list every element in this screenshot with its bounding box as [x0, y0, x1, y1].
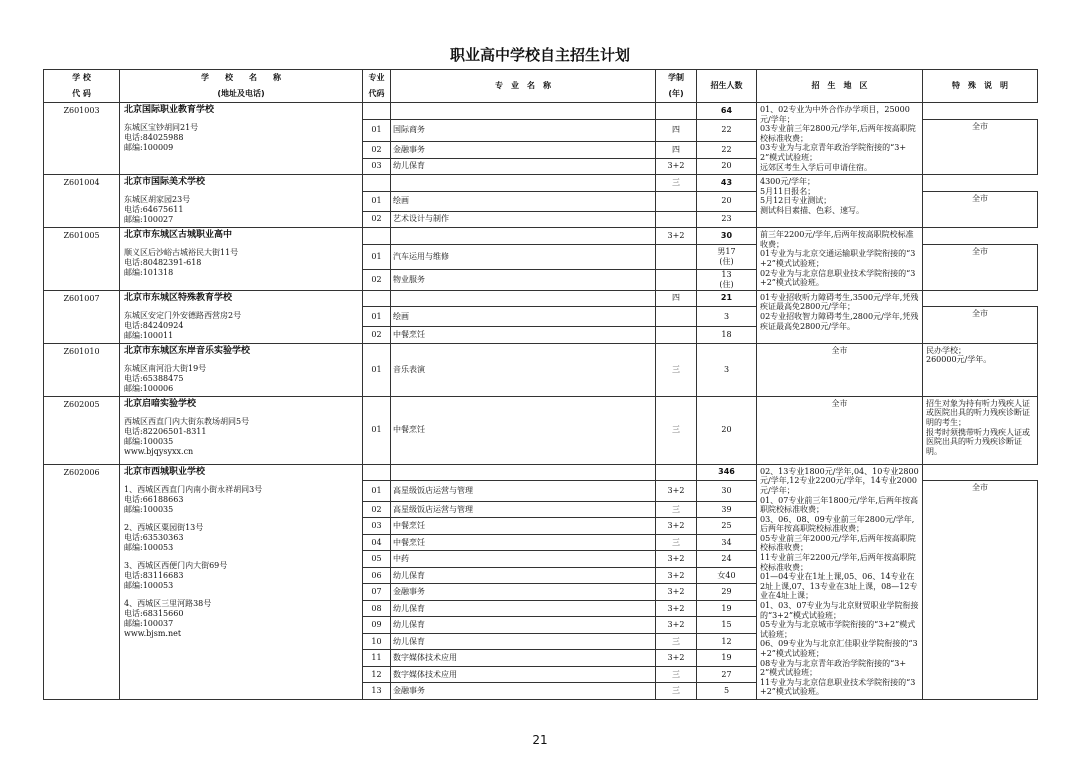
major-years: 3+2 [656, 158, 697, 175]
major-name: 金融事务 [391, 683, 656, 700]
school-code: Z601007 [44, 290, 120, 343]
total-years [656, 464, 697, 481]
major-years [656, 211, 697, 228]
table-row [44, 175, 1038, 192]
header-code-2: 代 码 [44, 86, 120, 103]
major-count: 15 [697, 617, 757, 634]
major-count: 29 [697, 584, 757, 601]
total-major-code [363, 290, 391, 307]
major-years [656, 269, 697, 290]
total-major-code [363, 228, 391, 245]
total-years: 3+2 [656, 228, 697, 245]
major-name: 汽车运用与维修 [391, 244, 656, 269]
school-code: Z601004 [44, 175, 120, 228]
school-info [120, 175, 363, 228]
school-code: Z601005 [44, 228, 120, 291]
enroll-area: 全市 [757, 396, 923, 464]
major-years: 3+2 [656, 617, 697, 634]
header-major-code-2: 代码 [363, 86, 391, 103]
school-info [120, 290, 363, 343]
major-count: 13 (住) [697, 269, 757, 290]
major-years: 三 [656, 343, 697, 396]
major-code: 08 [363, 600, 391, 617]
total-count: 64 [697, 103, 757, 120]
major-code: 02 [363, 269, 391, 290]
school-code: Z601003 [44, 103, 120, 175]
major-name: 中餐烹饪 [391, 327, 656, 344]
major-code: 02 [363, 142, 391, 159]
enroll-area: 全市 [923, 191, 1038, 228]
major-name: 幼儿保育 [391, 617, 656, 634]
major-name: 幼儿保育 [391, 567, 656, 584]
school-name: 北京市东城区特殊教育学校 [124, 292, 233, 303]
major-name: 物业服务 [391, 269, 656, 290]
special-notes: 前三年2200元/学年,后两年按高职院校标准收费； 01专业为与北京交通运输职业学院衔接的“3+2”模式试验班； 02专业为与北京信息职业技术学院衔接的“3+2”模式试验班。 [757, 228, 923, 291]
total-major-code [363, 175, 391, 192]
header-row-1 [44, 70, 1038, 87]
header-notes: 特 殊 说 明 [923, 70, 1038, 103]
major-name: 音乐表演 [391, 343, 656, 396]
major-years: 四 [656, 119, 697, 142]
major-years: 3+2 [656, 600, 697, 617]
total-count: 30 [697, 228, 757, 245]
special-notes: 招生对象为持有听力残疾人证或医院出具的听力残疾诊断证明的考生； 报考时须携带听力残疾人证或医院出具的听力残疾诊断证明。 [923, 396, 1038, 464]
table-row [44, 396, 1038, 464]
major-code: 10 [363, 633, 391, 650]
major-years: 3+2 [656, 650, 697, 667]
major-name: 艺术设计与制作 [391, 211, 656, 228]
major-count: 22 [697, 119, 757, 142]
major-code: 01 [363, 244, 391, 269]
major-years: 三 [656, 683, 697, 700]
major-years: 三 [656, 666, 697, 683]
header-count: 招生人数 [697, 70, 757, 103]
total-major-name [391, 175, 656, 192]
school-name: 北京市国际美术学校 [124, 177, 206, 188]
enroll-area: 全市 [923, 307, 1038, 344]
major-count: 23 [697, 211, 757, 228]
major-years: 四 [656, 142, 697, 159]
major-code: 01 [363, 343, 391, 396]
table-row [44, 228, 1038, 245]
major-count: 19 [697, 650, 757, 667]
major-code: 12 [363, 666, 391, 683]
total-major-code [363, 464, 391, 481]
major-name: 数字媒体技术应用 [391, 650, 656, 667]
major-count: 34 [697, 534, 757, 551]
school-code: Z601010 [44, 343, 120, 396]
major-name: 中餐烹饪 [391, 534, 656, 551]
school-address-block: 2、西城区粟园街13号 电话:63530363 邮编:100053 [124, 522, 204, 552]
major-code: 03 [363, 158, 391, 175]
header-code: 学 校 [44, 70, 120, 87]
major-count: 18 [697, 327, 757, 344]
major-count: 5 [697, 683, 757, 700]
major-count: 39 [697, 501, 757, 518]
major-name: 国际商务 [391, 119, 656, 142]
major-count: 19 [697, 600, 757, 617]
enroll-area: 全市 [923, 481, 1038, 700]
school-code: Z602005 [44, 396, 120, 464]
table-row [44, 464, 1038, 481]
major-years: 三 [656, 501, 697, 518]
total-count: 346 [697, 464, 757, 481]
major-count: 3 [697, 343, 757, 396]
major-years: 三 [656, 396, 697, 464]
major-count: 12 [697, 633, 757, 650]
enroll-area: 全市 [923, 119, 1038, 175]
header-area: 招 生 地 区 [757, 70, 923, 103]
school-address: 东城区胡家园23号 电话:64675611 邮编:100027 [124, 195, 191, 225]
major-code: 01 [363, 396, 391, 464]
major-count: 20 [697, 158, 757, 175]
special-notes: 4300元/学年； 5月11日报名； 5月12日专业测试； 测试科目素描、色彩、速写。 [757, 175, 923, 228]
major-name: 数字媒体技术应用 [391, 666, 656, 683]
major-name: 金融事务 [391, 584, 656, 601]
major-years: 3+2 [656, 567, 697, 584]
major-code: 13 [363, 683, 391, 700]
major-years [656, 244, 697, 269]
school-info [120, 464, 363, 699]
school-address [124, 485, 358, 639]
major-name: 幼儿保育 [391, 633, 656, 650]
table-row [44, 343, 1038, 396]
major-name: 幼儿保育 [391, 158, 656, 175]
major-name: 金融事务 [391, 142, 656, 159]
major-code: 06 [363, 567, 391, 584]
school-name: 北京国际职业教育学校 [124, 105, 215, 115]
major-name: 绘画 [391, 191, 656, 211]
major-code: 07 [363, 584, 391, 601]
major-name: 中餐烹饪 [391, 396, 656, 464]
major-count: 30 [697, 481, 757, 502]
table-row [44, 103, 1038, 120]
enrollment-table [43, 69, 1038, 700]
special-notes: 02、13专业1800元/学年,04、10专业2800元/学年,12专业2200元/学年，14专业2000元/学年； 01、07专业前三年1800元/学年,后两年按高职院校标准收费； 03、06、08、09专业前三年2800元/学年,后两年按高职院校标准收费； 05专业前三年2000元/学年,后两年按高职院校标准收费； 11专业前三年2200元/学年,后两年按高职院校标准收费； 01—04专业在1址上课,05、06、14专业在2址上课,07、13专业在3址上课，08—12专业在4址上课； 01、03、07专业为与北京财贸职业学院衔接的“3+2”模式试验班； 05专业为与北京城市学院衔接的“3+2”模式试验班； 06、09专业为与北京汇佳职业学院衔接的“3+2”模式试验班； 08专业为与北京青年政治学院衔接的“3+2”模式试验班； 11专业为与北京信息职业技术学院衔接的“3+2”模式试验班。 [757, 464, 923, 699]
major-name: 高星级饭店运营与管理 [391, 501, 656, 518]
major-count: 20 [697, 191, 757, 211]
school-address-block: 4、西城区三里河路38号 电话:68315660 邮编:100037 www.bjsm.net [124, 598, 212, 638]
school-info [120, 396, 363, 464]
major-name: 绘画 [391, 307, 656, 327]
school-address: 东城区宝钞胡同21号 电话:84025988 邮编:100009 [124, 123, 199, 152]
school-name: 北京市东城区古城职业高中 [124, 230, 233, 241]
major-years [656, 307, 697, 327]
major-count: 女40 [697, 567, 757, 584]
major-count: 男17 (住) [697, 244, 757, 269]
major-count: 24 [697, 551, 757, 568]
special-notes: 民办学校； 260000元/学年。 [923, 343, 1038, 396]
major-years: 3+2 [656, 481, 697, 502]
major-code: 03 [363, 518, 391, 535]
header-years-2: (年) [656, 86, 697, 103]
school-name: 北京市东城区东岸音乐实验学校 [124, 345, 251, 356]
major-code: 01 [363, 307, 391, 327]
major-code: 11 [363, 650, 391, 667]
special-notes: 01、02专业为中外合作办学项目，25000元/学年； 03专业前三年2800元/学年,后两年按高职院校标准收费； 03专业为与北京青年政治学院衔接的“3+2”模式试验班； 远郊区考生入学后可申请住宿。 [757, 103, 923, 175]
total-years: 四 [656, 290, 697, 307]
header-name-2: (地址及电话) [120, 86, 363, 103]
total-count: 43 [697, 175, 757, 192]
header-years: 学制 [656, 70, 697, 87]
school-address: 顺义区后沙峪古城裕民大街11号 电话:80482391-618 邮编:101318 [124, 248, 239, 278]
total-major-name [391, 103, 656, 120]
header-major: 专 业 名 称 [391, 70, 656, 103]
major-count: 22 [697, 142, 757, 159]
special-notes: 01专业招收听力障碍考生,3500元/学年,凭残疾证最高免2800元/学年； 02专业招收智力障碍考生,2800元/学年,凭残疾证最高免2800元/学年。 [757, 290, 923, 343]
school-code: Z602006 [44, 464, 120, 699]
page-number: 21 [532, 733, 548, 747]
school-address: 西城区西直门内大街东教场胡同5号 电话:82206501-8311 邮编:100035 www.bjqysyxx.cn [124, 416, 250, 456]
major-years: 3+2 [656, 518, 697, 535]
total-major-code [363, 103, 391, 120]
school-address-block: 3、西城区西便门内大街69号 电话:83116683 邮编:100053 [124, 560, 228, 590]
major-name: 高星级饭店运营与管理 [391, 481, 656, 502]
school-address: 东城区安定门外安德路西营房2号 电话:84240924 邮编:100011 [124, 310, 242, 340]
major-code: 02 [363, 501, 391, 518]
total-count: 21 [697, 290, 757, 307]
enroll-area: 全市 [923, 244, 1038, 290]
table-row [44, 290, 1038, 307]
page-title: 职业高中学校自主招生计划 [449, 46, 630, 64]
major-years: 三 [656, 633, 697, 650]
major-years [656, 191, 697, 211]
major-years: 三 [656, 534, 697, 551]
total-major-name [391, 464, 656, 481]
school-name: 北京市西城职业学校 [124, 466, 206, 477]
major-code: 02 [363, 327, 391, 344]
major-years: 3+2 [656, 551, 697, 568]
major-name: 幼儿保育 [391, 600, 656, 617]
total-major-name [391, 290, 656, 307]
major-code: 02 [363, 211, 391, 228]
total-years: 三 [656, 175, 697, 192]
major-code: 01 [363, 481, 391, 502]
school-name: 北京启喑实验学校 [124, 398, 197, 409]
major-code: 05 [363, 551, 391, 568]
major-count: 20 [697, 396, 757, 464]
school-info [120, 103, 363, 175]
major-code: 01 [363, 119, 391, 142]
enroll-area: 全市 [757, 343, 923, 396]
major-years [656, 327, 697, 344]
school-info [120, 343, 363, 396]
header-major-code: 专业 [363, 70, 391, 87]
major-code: 01 [363, 191, 391, 211]
header-name: 学 校 名 称 [120, 70, 363, 87]
major-count: 3 [697, 307, 757, 327]
major-years: 3+2 [656, 584, 697, 601]
major-count: 27 [697, 666, 757, 683]
school-info [120, 228, 363, 291]
school-address: 东城区南河沿大街19号 电话:65388475 邮编:100006 [124, 363, 207, 393]
major-code: 04 [363, 534, 391, 551]
major-code: 09 [363, 617, 391, 634]
major-count: 25 [697, 518, 757, 535]
school-address-block: 1、西城区西直门内南小街永祥胡同3号 电话:66188663 邮编:100035 [124, 484, 263, 514]
total-years [656, 103, 697, 120]
major-name: 中餐烹饪 [391, 518, 656, 535]
major-name: 中药 [391, 551, 656, 568]
total-major-name [391, 228, 656, 245]
